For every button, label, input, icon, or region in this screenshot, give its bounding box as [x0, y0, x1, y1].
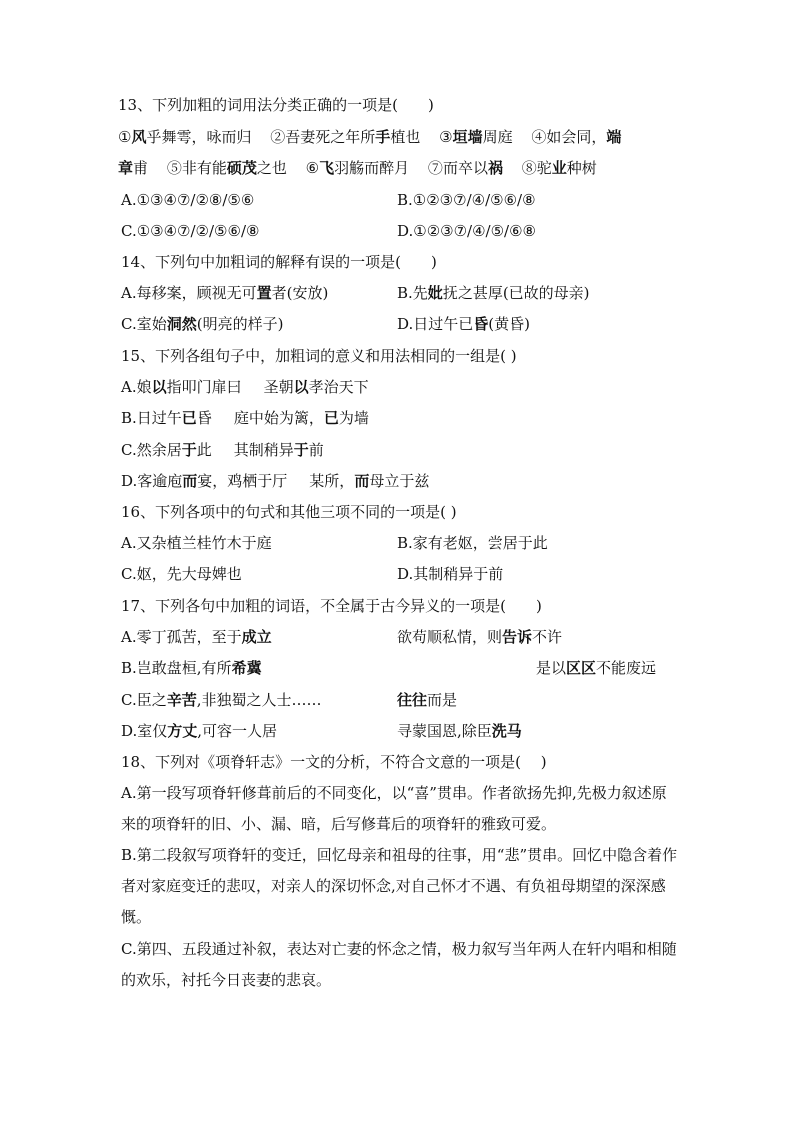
question-17-option-c-left: C.臣之辛苦,非独蜀之人士……: [121, 691, 322, 709]
question-13-items-line-2: 章甫 ⑤非有能硕茂之也 ⑥飞羽觞而醉月 ⑦而卒以祸 ⑧驼业种树: [118, 159, 597, 177]
question-17-option-d-left: D.室仅方丈,可容一人居: [121, 722, 278, 740]
question-15-option-b: B.日过午已昏 庭中始为篱，已为墙: [121, 409, 369, 427]
question-18-option-a: A.第一段写项脊轩修葺前后的不同变化，以“喜”贯串。作者欲扬先抑,先极力叙述原来的项脊轩的旧、小、漏、暗，后写修葺后的项脊轩的雅致可爱。: [121, 784, 667, 833]
question-15-stem: 15、下列各组句子中，加粗词的意义和用法相同的一组是( ): [121, 347, 517, 365]
question-18-option-c: C.第四、五段通过补叙，表达对亡妻的怀念之情，极力叙写当年两人在轩内唱和相随的欢乐，衬托今日丧妻的悲哀。: [121, 940, 677, 989]
question-17-stem: 17、下列各句中加粗的词语，不全属于古今异义的一项是( ): [121, 597, 542, 615]
question-14-option-b: B.先妣抚之甚厚(已故的母亲): [397, 284, 590, 302]
question-18-option-b: B.第二段叙写项脊轩的变迁，回忆母亲和祖母的往事，用“悲”贯串。回忆中隐含着作者对家庭变迁的悲叹，对亲人的深切怀念,对自己怀才不遇、有负祖母期望的深深感慨。: [121, 846, 678, 926]
question-13-option-c: C.①③④⑦/②/⑤⑥/⑧: [121, 222, 260, 240]
question-13-stem: 13、下列加粗的词用法分类正确的一项是( ): [118, 96, 434, 114]
question-15-option-d: D.客逾庖而宴，鸡栖于厅 某所，而母立于兹: [121, 472, 430, 490]
question-16-option-d: D.其制稍异于前: [397, 565, 504, 583]
question-17-option-c-right: 往往而是: [397, 691, 458, 709]
question-15-option-a: A.娘以指叩门扉曰 圣朝以孝治天下: [121, 378, 369, 396]
question-13-option-a: A.①③④⑦/②⑧/⑤⑥: [121, 191, 255, 209]
question-16-option-b: B.家有老妪，尝居于此: [397, 534, 548, 552]
question-14-option-a: A.每移案，顾视无可置者(安放): [121, 284, 329, 302]
question-14-option-d: D.日过午已昏(黄昏): [397, 315, 530, 333]
question-17-option-b-right: 是以区区不能废远: [536, 659, 657, 677]
question-14-option-c: C.室始洞然(明亮的样子): [121, 315, 284, 333]
question-18-stem: 18、下列对《项脊轩志》一文的分析，不符合文意的一项是( ): [121, 753, 547, 771]
question-13-option-b: B.①②③⑦/④/⑤⑥/⑧: [397, 191, 536, 209]
question-16-stem: 16、下列各项中的句式和其他三项不同的一项是( ): [121, 503, 457, 521]
question-13-items-line-1: ①风乎舞雩，咏而归 ②吾妻死之年所手植也 ③垣墙周庭 ④如会同，端: [118, 128, 622, 146]
question-17-option-d-right: 寻蒙国恩,除臣洗马: [397, 722, 522, 740]
question-16-option-c: C.妪，先大母婢也: [121, 565, 242, 583]
question-17-option-a-right: 欲苟顺私情，则告诉不许: [397, 628, 563, 646]
question-15-option-c: C.然余居于此 其制稍异于前: [121, 441, 324, 459]
question-16-option-a: A.又杂植兰桂竹木于庭: [121, 534, 272, 552]
question-14-stem: 14、下列句中加粗词的解释有误的一项是( ): [121, 253, 437, 271]
question-17-option-a-left: A.零丁孤苦，至于成立: [121, 628, 272, 646]
question-13-option-d: D.①②③⑦/④/⑤/⑥⑧: [397, 222, 536, 240]
question-17-option-b-left: B.岂敢盘桓,有所希冀: [121, 659, 262, 677]
